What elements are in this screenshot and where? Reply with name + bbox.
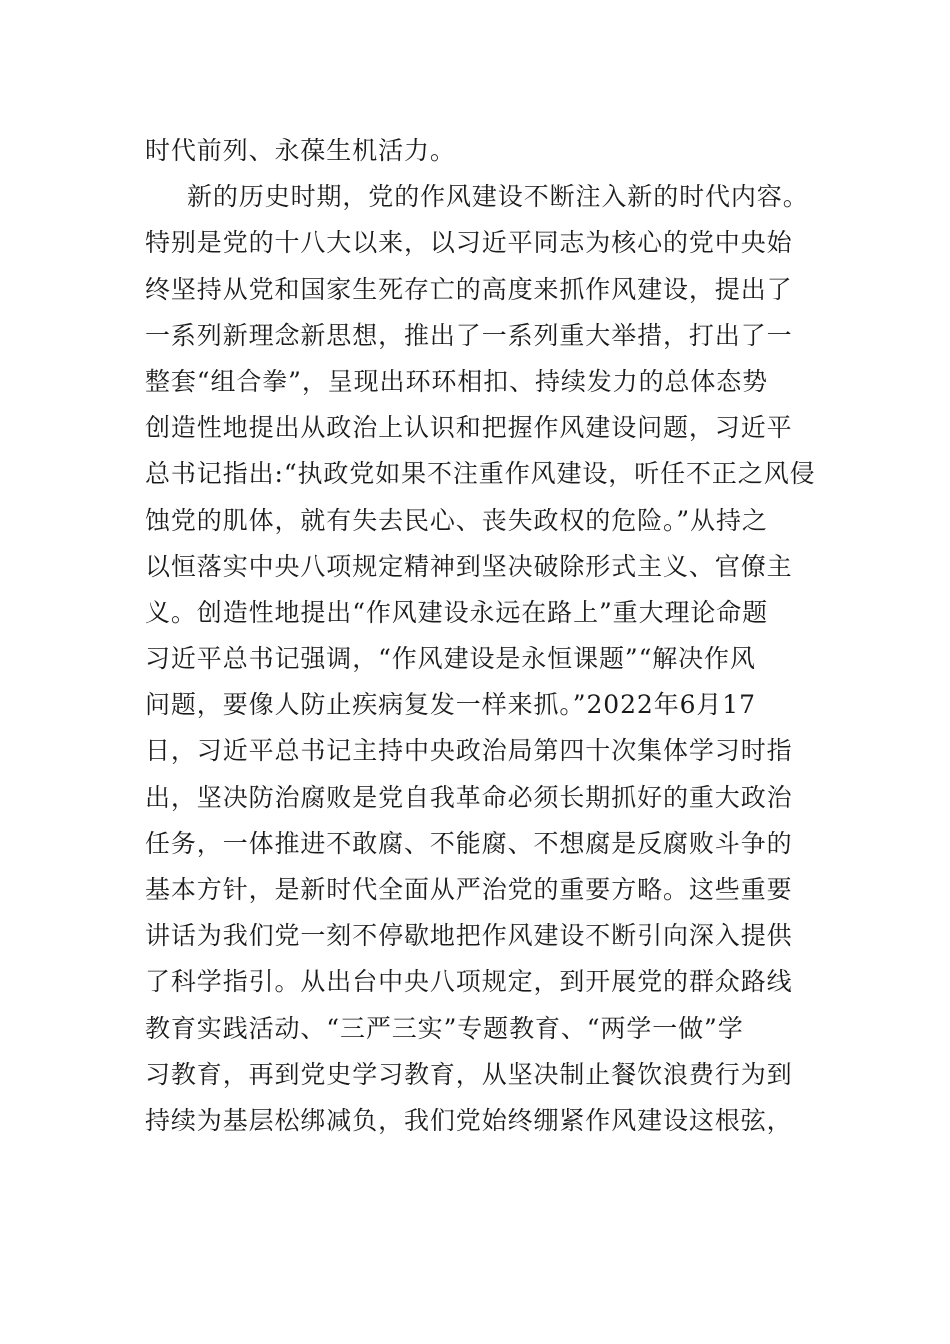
text-line: 一系列新理念新思想，推出了一系列重大举措，打出了一	[145, 320, 793, 350]
body-text	[145, 128, 816, 1144]
text-line: 任务，一体推进不敢腐、不能腐、不想腐是反腐败斗争的	[145, 828, 793, 858]
text-line: 日，习近平总书记主持中央政治局第四十次集体学习时指	[145, 736, 793, 766]
text-line: 以恒落实中央八项规定精神到坚决破除形式主义、官僚主	[145, 551, 793, 581]
text-line: 习近平总书记强调，“作风建设是永恒课题”“解决作风	[145, 644, 756, 674]
text-line: 讲话为我们党一刻不停歇地把作风建设不断引向深入提供	[145, 921, 793, 951]
text-line: 总书记指出:“执政党如果不注重作风建设，听任不正之风侵	[145, 459, 816, 489]
text-line: 创造性地提出从政治上认识和把握作风建设问题，习近平	[145, 413, 793, 443]
text-line: 基本方针，是新时代全面从严治党的重要方略。这些重要	[145, 875, 793, 904]
text-line: 时代前列、永葆生机活力。	[145, 136, 456, 165]
text-line: 了科学指引。从出台中央八项规定，到开展党的群众路线	[145, 967, 793, 997]
text-line: 整套“组合拳”，呈现出环环相扣、持续发力的总体态势	[145, 366, 769, 396]
text-line: 问题，要像人防止疾病复发一样来抓。”2022年6月17	[145, 690, 756, 720]
text-line: 教育实践活动、“三严三实”专题教育、“两学一做”学	[145, 1013, 744, 1043]
text-line: 蚀党的肌体，就有失去民心、丧失政权的危险。”从持之	[145, 505, 768, 535]
text-line: 终坚持从党和国家生死存亡的高度来抓作风建设，提出了	[145, 274, 793, 304]
text-line: 持续为基层松绑减负，我们党始终绷紧作风建设这根弦，	[145, 1105, 793, 1135]
text-line: 习教育，再到党史学习教育，从坚决制止餐饮浪费行为到	[145, 1059, 793, 1089]
paragraph-first-line: 新的历史时期，党的作风建设不断注入新的时代内容。	[187, 182, 809, 212]
text-line: 出，坚决防治腐败是党自我革命必须长期抓好的重大政治	[145, 782, 793, 812]
text-line: 义。创造性地提出“作风建设永远在路上”重大理论命题	[145, 597, 769, 627]
text-line: 特别是党的十八大以来，以习近平同志为核心的党中央始	[145, 228, 793, 258]
